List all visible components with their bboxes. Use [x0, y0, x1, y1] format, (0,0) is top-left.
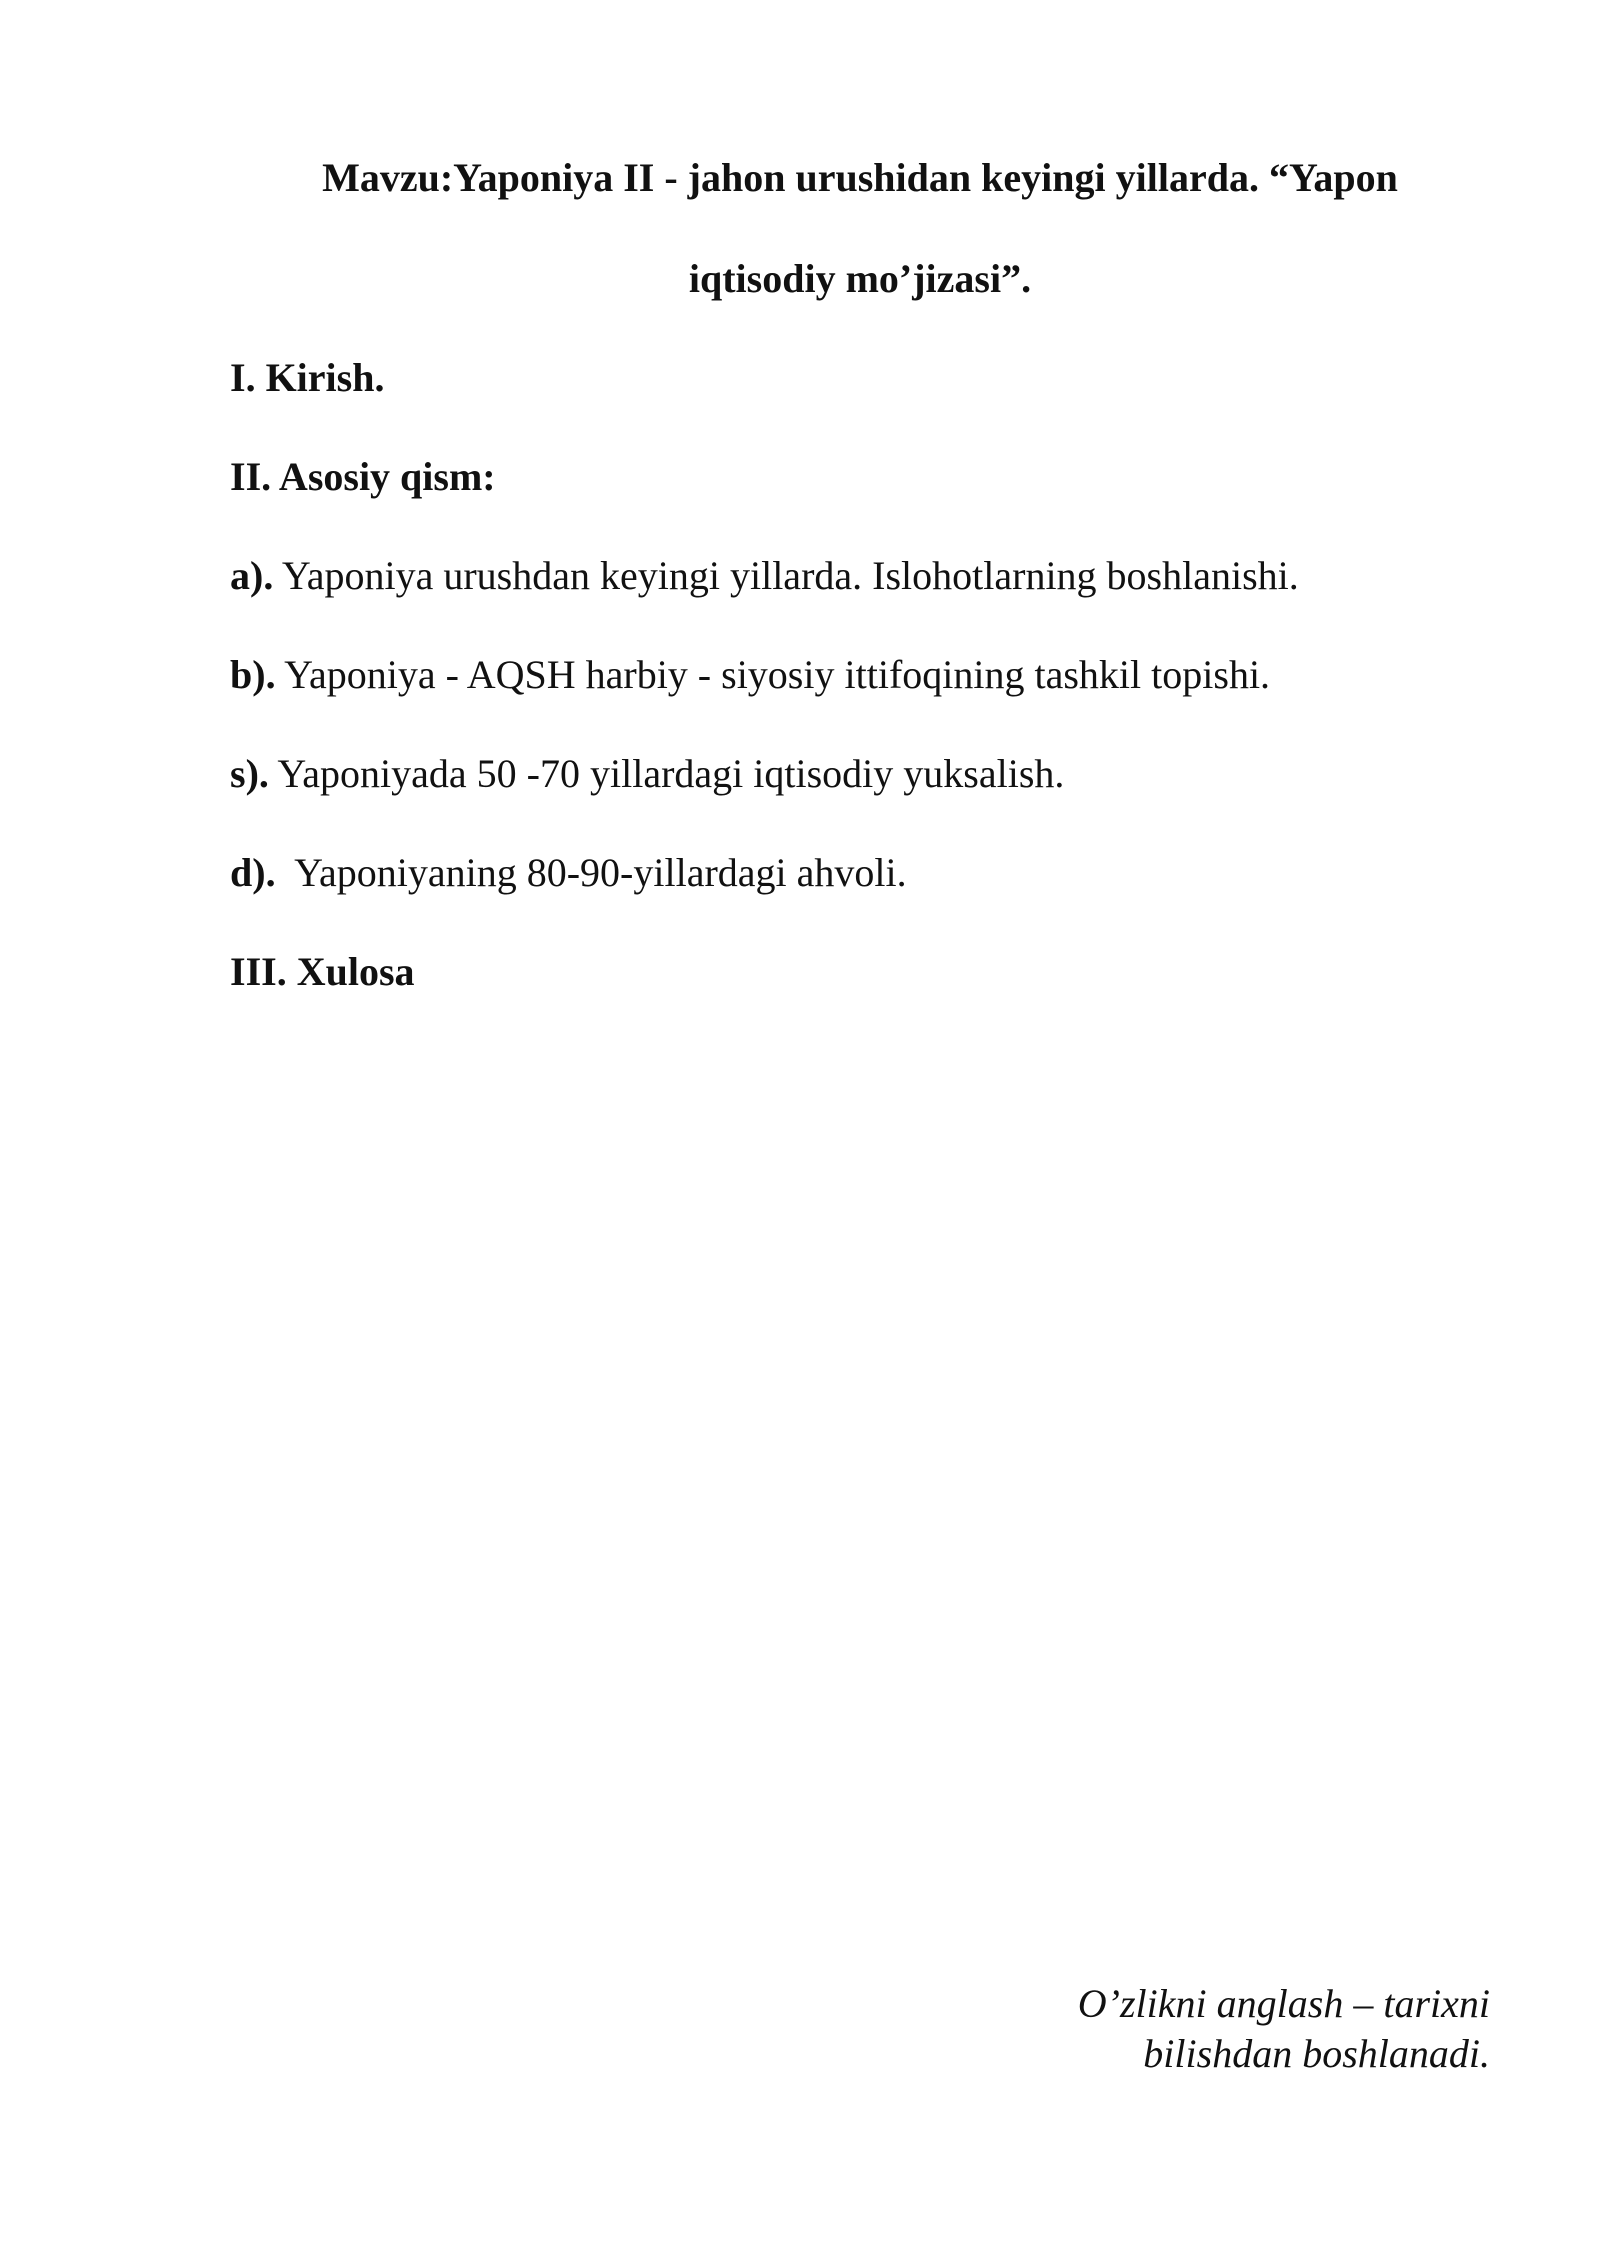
item-marker: d). [230, 850, 276, 895]
document-title-line-1: Mavzu:Yaponiya II - jahon urushidan keyingi yillarda. “Yapon [322, 155, 1398, 200]
item-text: Yaponiya urushdan keyingi yillarda. Islohotlarning boshlanishi. [273, 553, 1299, 598]
section-intro: I. Kirish. [230, 355, 385, 400]
item-text: Yaponiyada 50 -70 yillardagi iqtisodiy yuksalish. [268, 751, 1065, 796]
epigraph-line-1: O’zlikni anglash – tarixni [1077, 1981, 1490, 2026]
item-marker: b). [230, 652, 276, 697]
outline-item [230, 849, 907, 897]
item-text: Yaponiya - AQSH harbiy - siyosiy ittifoqining tashkil topishi. [275, 652, 1271, 697]
section-main: II. Asosiy qism: [230, 454, 496, 499]
outline-item [230, 552, 1299, 600]
item-marker: s). [230, 751, 269, 796]
epigraph-line-2: bilishdan boshlanadi. [1143, 2031, 1490, 2076]
item-marker: a). [230, 553, 274, 598]
item-text: Yaponiyaning 80-90-yillardagi ahvoli. [275, 850, 907, 895]
outline-item [230, 750, 1064, 798]
outline-item [230, 651, 1270, 699]
document-title-line-2: iqtisodiy mo’jizasi”. [688, 256, 1032, 301]
section-conclusion: III. Xulosa [230, 949, 415, 994]
